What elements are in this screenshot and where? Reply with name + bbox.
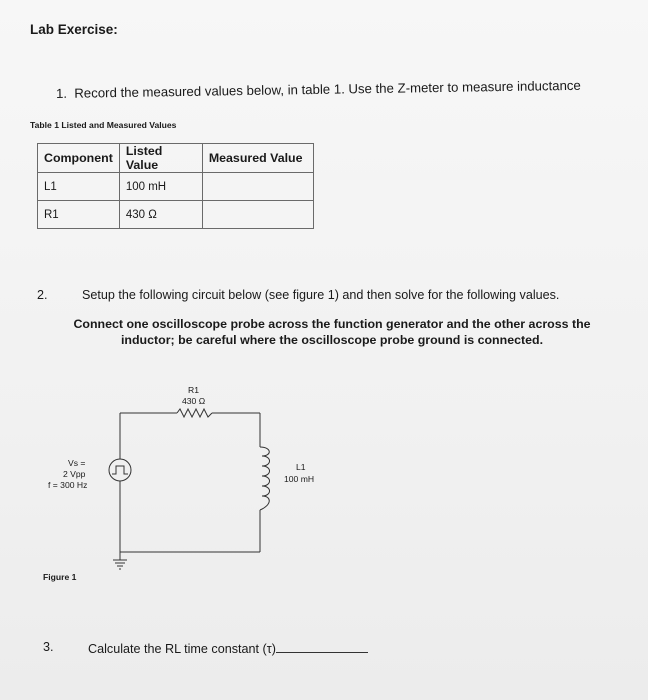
page-heading: Lab Exercise: <box>30 22 118 37</box>
table-cell-component: L1 <box>38 173 120 201</box>
question-2-instruction: Connect one oscilloscope probe across the function generator and the other across the inductor; be careful where the oscilloscope probe ground is connected. <box>73 317 591 347</box>
r1-value: 430 Ω <box>182 396 206 406</box>
table-cell-listed: 430 Ω <box>119 201 202 229</box>
source-label-line1: Vs = <box>68 458 86 468</box>
question-1-text: Record the measured values below, in table 1. Use the Z-meter to measure inductance <box>74 77 581 101</box>
source-label-line2: 2 Vpp <box>63 469 86 479</box>
r1-name: R1 <box>188 385 199 395</box>
table-caption: Table 1 Listed and Measured Values <box>30 120 177 130</box>
figure-caption: Figure 1 <box>43 572 77 582</box>
table-header-component: Component <box>38 144 120 173</box>
question-1-number: 1. <box>55 85 68 101</box>
question-3-text: Calculate the RL time constant (τ) <box>88 642 276 656</box>
question-3 <box>88 640 368 656</box>
question-3-number: 3. <box>43 640 54 654</box>
inductor-l1-symbol <box>260 447 270 510</box>
source-label-line3: f = 300 Hz <box>48 480 88 490</box>
table-header-measured: Measured Value <box>202 144 313 173</box>
ground-symbol <box>113 552 127 569</box>
resistor-r1-symbol <box>177 409 212 417</box>
l1-name: L1 <box>296 462 306 472</box>
l1-value: 100 mH <box>284 474 315 484</box>
table-cell-listed: 100 mH <box>119 173 202 201</box>
question-2-number: 2. <box>37 288 48 302</box>
answer-blank[interactable] <box>276 640 368 653</box>
left-wire <box>120 413 260 552</box>
table-cell-component: R1 <box>38 201 120 229</box>
table-header-listed: Listed Value <box>119 144 202 173</box>
function-generator-symbol <box>109 459 131 481</box>
question-2-text: Setup the following circuit below (see figure 1) and then solve for the following values. <box>82 288 560 302</box>
square-wave-icon <box>112 466 128 474</box>
